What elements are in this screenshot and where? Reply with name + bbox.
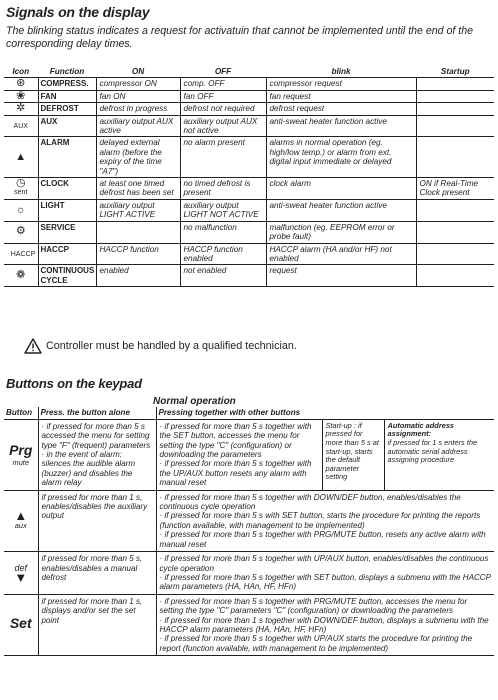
header-on: ON [96, 66, 180, 78]
header-off: OFF [180, 66, 266, 78]
prg-key-label: Prg [9, 442, 33, 459]
def-together-desc [156, 552, 494, 595]
signal-glyph: ❁ [16, 269, 26, 282]
signal-off: fan OFF [180, 90, 266, 102]
signal-function: SERVICE [38, 221, 96, 243]
signal-glyph: ◷ [15, 177, 26, 190]
light-icon [11, 203, 31, 216]
signal-icon-cell [4, 90, 38, 102]
signal-blink: fan request [266, 90, 416, 102]
set-alone-desc [38, 594, 156, 655]
header-icon: Icon [4, 66, 38, 78]
signal-row [4, 265, 494, 287]
signal-function: FAN [38, 90, 96, 102]
prg-autoaddr-desc [384, 419, 494, 490]
signal-row [4, 199, 494, 221]
signal-startup [416, 199, 494, 221]
signal-glyph: ✲ [16, 102, 26, 115]
key-row-set [4, 594, 494, 655]
signal-icon-cell [4, 221, 38, 243]
signal-startup [416, 243, 494, 265]
signal-row [4, 115, 494, 137]
signal-glyph: ⚙ [15, 225, 26, 238]
signal-row [4, 103, 494, 115]
signal-on: fan ON [96, 90, 180, 102]
aux-alone-desc [38, 490, 156, 551]
signal-function: CONTINUOUS CYCLE [38, 265, 96, 287]
signals-table [4, 66, 494, 287]
header-button: Button [4, 407, 38, 419]
signal-icon-cell [4, 103, 38, 115]
set-together-line: · if pressed for more than 5 s together with UP/AUX starts the procedure for printing the report (function available, with management to be implemented) [159, 634, 473, 653]
signal-icon-cell [4, 137, 38, 178]
set-button[interactable] [4, 594, 38, 655]
signal-icon-text: HACCP [10, 250, 36, 258]
aux-together-line: · if pressed for more than 5 s with SET button, starts the procedure for printing the reports (function available, with management to be implemented) [159, 511, 481, 530]
signal-function: DEFROST [38, 103, 96, 115]
mute-key-label: mute [12, 458, 29, 468]
def-alone-line: if pressed for more than 5 s, enables/disables a manual defrost [41, 554, 143, 582]
signal-off: no timed defrost is present [180, 178, 266, 200]
def-together-line: · if pressed for more than 5 s together with UP/AUX button, enables/disables the continuous cycle operation [159, 554, 489, 573]
signals-intro: The blinking status indicates a request for activatuin that cannot be implemented until the end of the corresponding delay times. [6, 25, 473, 50]
signals-header-row [4, 66, 494, 78]
signal-icon-text: sent [14, 189, 28, 197]
def-together-line: · if pressed for more than 5 s together with SET button, displays a submenu with the HACCP alarm parameters (HA, HAn, HF, HFn) [159, 572, 491, 592]
aux-together-desc [156, 490, 494, 551]
alarm-icon [11, 150, 31, 163]
down-arrow-icon: ▼ [14, 569, 28, 585]
signal-function: AUX [38, 115, 96, 137]
aux-icon [11, 122, 31, 131]
keypad-title: Buttons on the keypad [6, 376, 142, 391]
signal-off: auxiliary output LIGHT NOT ACTIVE [180, 199, 266, 221]
signal-off: comp. OFF [180, 78, 266, 90]
signal-blink: defrost request [266, 103, 416, 115]
signal-row [4, 137, 494, 178]
signal-row [4, 90, 494, 102]
signal-blink: anti-sweat heater function active [266, 199, 416, 221]
signal-on: enabled [96, 265, 180, 287]
prg-alone-line: · in the event of alarm: silences the audible alarm (buzzer) and disables the alarm relay [41, 450, 136, 488]
header-function: Function [38, 66, 96, 78]
signal-startup [416, 115, 494, 137]
warning-icon [24, 338, 42, 354]
haccp-icon [10, 250, 36, 259]
header-together: Pressing together with other buttons [156, 407, 494, 419]
signal-icon-cell [4, 199, 38, 221]
signal-function: HACCP [38, 243, 96, 265]
signal-startup [416, 90, 494, 102]
set-together-line: · if pressed for more than 5 s together with PRG/MUTE button, accesses the menu for setting the type "C" parameters "C" (configuration) or downloading the parameters [159, 596, 468, 616]
signal-off: no malfunction [180, 221, 266, 243]
key-row-prg [4, 419, 494, 490]
prg-startup-desc: Start-up : if pressed for more than 5 s at start-up, starts the default parameter setting [322, 419, 384, 490]
signal-startup [416, 265, 494, 287]
keypad-table [4, 396, 494, 656]
aux-together-line: · if pressed for more than 5 s together with DOWN/DEF button, enables/disables the continuous cycle operation [159, 492, 461, 512]
signal-row [4, 221, 494, 243]
signal-on: delayed external alarm (before the expiry of the time "A7") [96, 137, 180, 178]
signal-startup [416, 221, 494, 243]
set-alone-line: if pressed for more than 1 s, displays and/or set the set point [41, 596, 143, 625]
signal-on: auxiliary output LIGHT ACTIVE [96, 199, 180, 221]
signal-off: defrost not required [180, 103, 266, 115]
autoaddr-title: Automatic address assignment: [387, 420, 455, 439]
signal-blink: alarms in normal operation (eg. high/low temp.) or alarm from ext. digital input immediate or delayed [266, 137, 416, 178]
key-row-def [4, 552, 494, 595]
up-aux-button[interactable] [4, 490, 38, 551]
signal-glyph: ☼ [15, 203, 26, 216]
def-alone-desc [38, 552, 156, 595]
signal-on [96, 221, 180, 243]
prg-together-line: · if pressed for more than 5 s together with the SET button, accesses the menu for setting the type "C" (configuration) or downloading the parameters [159, 421, 312, 460]
signal-blink: malfunction (eg. EEPROM error or probe fault) [266, 221, 416, 243]
signal-startup: ON if Real-Time Clock present [416, 178, 494, 200]
signal-icon-cell [4, 78, 38, 90]
header-startup: Startup [416, 66, 494, 78]
signal-row [4, 178, 494, 200]
fan-icon [11, 89, 31, 102]
signal-glyph: ⊛ [16, 77, 26, 90]
prg-together-line: · if pressed for more than 5 s together with the UP/AUX button resets any alarm with manual reset [159, 459, 312, 488]
signal-glyph: ▲ [15, 150, 27, 163]
signal-icon-text: AUX [13, 122, 28, 130]
signal-icon-cell [4, 115, 38, 137]
def-key-label: def [14, 562, 27, 573]
signal-row [4, 78, 494, 90]
signal-icon-cell [4, 265, 38, 287]
signal-blink: clock alarm [266, 178, 416, 200]
signal-off: HACCP function enabled [180, 243, 266, 265]
signal-icon-cell [4, 243, 38, 265]
set-together-desc [156, 594, 494, 655]
signal-function: COMPRESS. [38, 78, 96, 90]
key-row-aux [4, 490, 494, 551]
aux-together-line: · if pressed for more than 5 s together with PRG/MUTE button, resets any active alarm with manual reset [159, 530, 486, 549]
group-header: Normal operation [153, 396, 236, 407]
signals-title: Signals on the display [6, 4, 150, 20]
signal-on: defrost in progress [96, 103, 180, 115]
prg-together-desc [156, 419, 322, 490]
warning-text: Controller must be handled by a qualified technician. [46, 340, 297, 352]
signal-blink: anti-sweat heater function active [266, 115, 416, 137]
signal-glyph: ❀ [16, 89, 26, 102]
set-together-line: · if pressed for more than 1 s together with DOWN/DEF button, displays a submenu with the HACCP alarm parameters (HA, HAn, HF, HFn) [159, 615, 489, 634]
continuous-cycle-icon [11, 271, 31, 280]
signal-icon-cell [4, 178, 38, 200]
clock-icon [11, 179, 31, 198]
signal-blink: HACCP alarm (HA and/or HF) not enabled [266, 243, 416, 265]
signal-function: CLOCK [38, 178, 96, 200]
signal-row [4, 243, 494, 265]
signal-blink: request [266, 265, 416, 287]
defrost-icon [11, 104, 31, 113]
compressor-icon [11, 79, 31, 88]
prg-mute-button[interactable] [4, 419, 38, 490]
service-icon [11, 227, 31, 236]
header-alone: Press. the button alone [38, 407, 156, 419]
header-blink: blink [266, 66, 416, 78]
signal-off: not enabled [180, 265, 266, 287]
signal-function: ALARM [38, 137, 96, 178]
prg-alone-desc [38, 419, 156, 490]
signal-on: HACCP function [96, 243, 180, 265]
autoaddr-text: if pressed for 1 s enters the automatic serial address assigning procedure [387, 438, 478, 465]
signal-blink: compressor request [266, 78, 416, 90]
set-key-label: Set [9, 615, 32, 632]
signal-startup [416, 78, 494, 90]
signal-on: at least one timed defrost has been set [96, 178, 180, 200]
up-arrow-icon: ▲ [14, 508, 28, 524]
aux-alone-line: if pressed for more than 1 s, enables/disables the auxiliary output [41, 492, 148, 521]
signal-startup [416, 103, 494, 115]
signal-on: compressor ON [96, 78, 180, 90]
signal-on: auxiliary output AUX active [96, 115, 180, 137]
prg-alone-line: · if pressed for more than 5 s accessed the menu for setting type "F" (frequent) parameters [41, 421, 151, 450]
signal-off: auxiliary output AUX not active [180, 115, 266, 137]
down-def-button[interactable] [4, 552, 38, 595]
aux-key-label: aux [14, 520, 27, 530]
signal-startup [416, 137, 494, 178]
signal-function: LIGHT [38, 199, 96, 221]
signal-off: no alarm present [180, 137, 266, 178]
